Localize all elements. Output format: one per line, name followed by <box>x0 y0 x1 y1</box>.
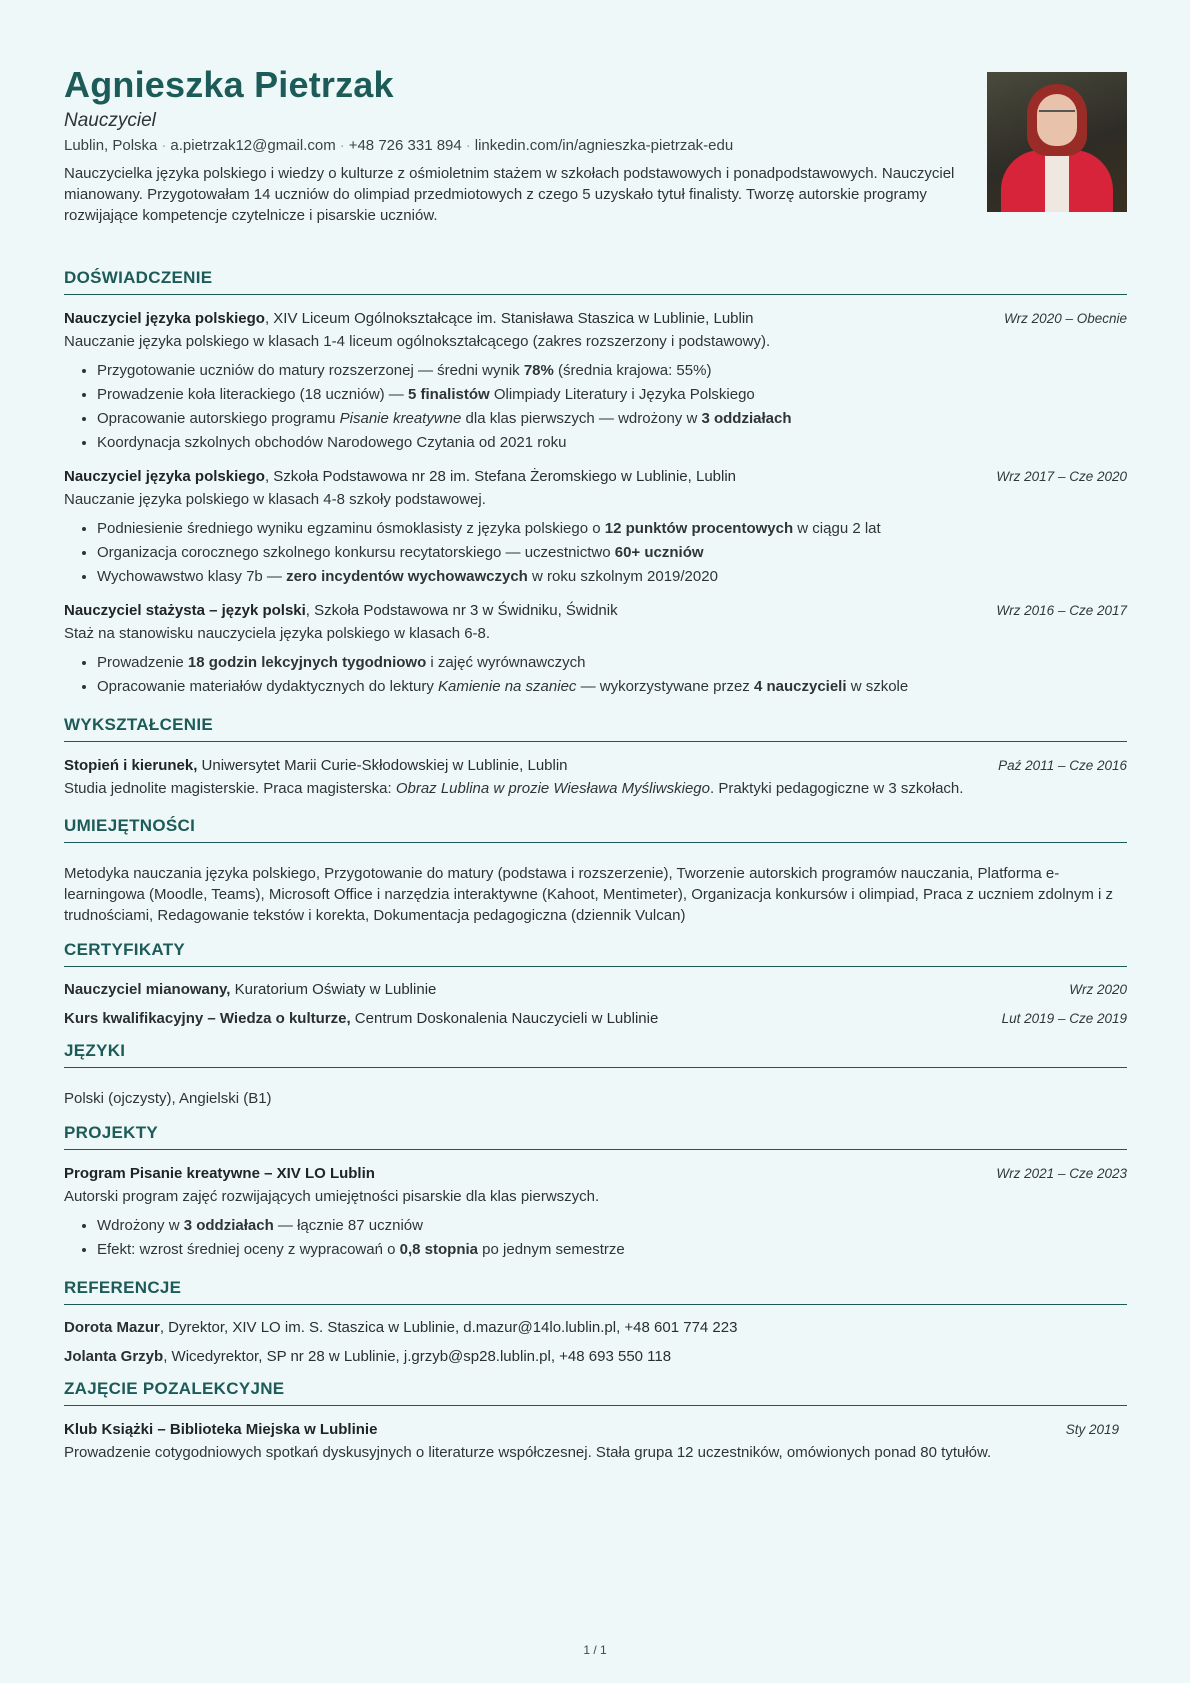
candidate-name: Agnieszka Pietrzak <box>64 64 394 105</box>
project-date: Wrz 2021 – Cze 2023 <box>996 1166 1127 1181</box>
section-title-extracurricular: ZAJĘCIE POZALEKCYJNE <box>64 1379 1127 1406</box>
project-bullets <box>64 1214 1127 1262</box>
project-description: Autorski program zajęć rozwijających umiejętności pisarskie dla klas pierwszych. <box>64 1188 600 1205</box>
job-description: Staż na stanowisku nauczyciela języka polskiego w klasach 6-8. <box>64 625 491 642</box>
job-description: Nauczanie języka polskiego w klasach 1-4 liceum ogólnokształcącego (zakres rozszerzony i podstawowy). <box>64 333 771 350</box>
certificate-date: Lut 2019 – Cze 2019 <box>1001 1011 1127 1026</box>
contact-email[interactable]: a.pietrzak12@gmail.com <box>170 137 336 154</box>
bullet-item: • Wychowawstwo klasy 7b — zero incydentów wychowawczych w roku szkolnym 2019/2020 <box>97 565 1127 589</box>
reference-name: Dorota Mazur <box>64 1319 160 1336</box>
certificate-issuer: Centrum Doskonalenia Nauczycieli w Lublinie <box>350 1010 659 1027</box>
languages-text: Polski (ojczysty), Angielski (B1) <box>64 1090 272 1107</box>
job-place: , XIV Liceum Ogólnokształcące im. Stanisława Staszica w Lublinie, Lublin <box>264 310 754 327</box>
certificate-issuer: Kuratorium Oświaty w Lublinie <box>230 981 437 998</box>
contact-separator: · <box>339 137 345 154</box>
section-title-projects: PROJEKTY <box>64 1123 1127 1150</box>
bullet-item: • Opracowanie materiałów dydaktycznych do lektury Kamienie na szaniec — wykorzystywane przez 4 nauczycieli w szkole <box>97 675 1127 699</box>
project-entry <box>64 1162 1127 1262</box>
resume-page <box>64 56 1127 1474</box>
job-entry <box>64 599 1127 699</box>
references-section <box>64 1278 1127 1371</box>
bullet-item: • Prowadzenie 18 godzin lekcyjnych tygodniowo i zajęć wyrównawczych <box>97 651 1127 675</box>
job-bullets <box>64 359 1127 455</box>
job-entry <box>64 307 1127 455</box>
resume-header <box>64 64 1127 242</box>
profile-photo <box>987 72 1127 212</box>
contact-location: Lublin, Polska <box>64 137 158 154</box>
job-date: Wrz 2016 – Cze 2017 <box>996 603 1127 618</box>
languages-section <box>64 1041 1127 1109</box>
job-place: , Szkoła Podstawowa nr 28 im. Stefana Żeromskiego w Lublinie, Lublin <box>264 468 737 485</box>
job-description: Nauczanie języka polskiego w klasach 4-8 szkoły podstawowej. <box>64 491 486 508</box>
job-date: Wrz 2017 – Cze 2020 <box>996 469 1127 484</box>
contact-phone[interactable]: +48 726 331 894 <box>348 137 462 154</box>
bullet-item: • Prowadzenie koła literackiego (18 uczniów) — 5 finalistów Olimpiady Literatury i Języka Polskiego <box>97 383 1127 407</box>
bullet-item: • Przygotowanie uczniów do matury rozszerzonej — średni wynik 78% (średnia krajowa: 55%) <box>97 359 1127 383</box>
job-position: Nauczyciel stażysta – język polski <box>64 602 306 619</box>
job-position: Nauczyciel języka polskiego <box>64 310 265 327</box>
contact-separator: · <box>161 137 167 154</box>
bullet-item: • Organizacja corocznego szkolnego konkursu recytatorskiego — uczestnictwo 60+ uczniów <box>97 541 1127 565</box>
section-title-references: REFERENCJE <box>64 1278 1127 1305</box>
extracurricular-date: Sty 2019 <box>1065 1422 1119 1437</box>
contact-linkedin[interactable]: linkedin.com/in/agnieszka-pietrzak-edu <box>474 137 734 154</box>
job-position: Nauczyciel języka polskiego <box>64 468 265 485</box>
reference-name: Jolanta Grzyb <box>64 1348 164 1365</box>
reference-item <box>64 1342 1127 1371</box>
skills-text: Metodyka nauczania języka polskiego, Przygotowanie do matury (podstawa i rozszerzenie), Tworzenie autorskich programów nauczania, Platforma e-learningowa (Moodle, Teams), Microsoft Office i narzędzia interaktywne (Kahoot, Mentimeter), Organizacja konkursów i olimpiad, Praca z uczniem zdolnym i z trudnościami, Redagowanie tekstów i korekta, Dokumentacja pedagogiczna (dziennik Vulcan) <box>64 865 1114 924</box>
contact-separator: · <box>465 137 471 154</box>
skills-section <box>64 816 1127 926</box>
extracurricular-description: Prowadzenie cotygodniowych spotkań dyskusyjnych o literaturze współczesnej. Stała grupa 12 uczestników, omówionych ponad 80 tytułów. <box>64 1444 992 1461</box>
experience-section <box>64 268 1127 699</box>
project-name: Program Pisanie kreatywne – XIV LO Lublin <box>64 1165 375 1182</box>
job-bullets <box>64 517 1127 589</box>
certificate-name: Kurs kwalifikacyjny – Wiedza o kulturze, <box>64 1010 351 1027</box>
job-place: , Szkoła Podstawowa nr 3 w Świdniku, Świdnik <box>305 602 618 619</box>
certificate-date: Wrz 2020 <box>1069 982 1127 997</box>
bullet-item: • Podniesienie średniego wyniku egzaminu ósmoklasisty z języka polskiego o 12 punktów procentowych w ciągu 2 lat <box>97 517 1127 541</box>
extracurricular-name: Klub Książki – Biblioteka Miejska w Lublinie <box>64 1421 378 1438</box>
certificate-name: Nauczyciel mianowany, <box>64 981 231 998</box>
contact-line <box>64 137 1127 154</box>
education-section <box>64 715 1127 800</box>
section-title-languages: JĘZYKI <box>64 1041 1127 1068</box>
projects-section <box>64 1123 1127 1262</box>
bullet-item: • Koordynacja szkolnych obchodów Narodowego Czytania od 2021 roku <box>97 431 1127 455</box>
education-date: Paź 2011 – Cze 2016 <box>998 758 1127 773</box>
education-description: Studia jednolite magisterskie. Praca magisterska: Obraz Lublina w prozie Wiesława Myśliwskiego. Praktyki pedagogiczne w 3 szkołach. <box>64 780 964 797</box>
reference-details: , Dyrektor, XIV LO im. S. Staszica w Lublinie, d.mazur@14lo.lublin.pl, +48 601 774 223 <box>159 1319 738 1336</box>
reference-details: , Wicedyrektor, SP nr 28 w Lublinie, j.grzyb@sp28.lublin.pl, +48 693 550 118 <box>163 1348 672 1365</box>
section-title-certificates: CERTYFIKATY <box>64 940 1127 967</box>
extracurricular-section <box>64 1379 1127 1464</box>
job-date: Wrz 2020 – Obecnie <box>1003 311 1127 326</box>
certificate-item <box>64 975 1127 1004</box>
section-title-skills: UMIEJĘTNOŚCI <box>64 816 1127 843</box>
job-bullets <box>64 651 1127 699</box>
section-title-experience: DOŚWIADCZENIE <box>64 268 1127 295</box>
job-entry <box>64 465 1127 589</box>
education-degree: Stopień i kierunek, <box>64 757 198 774</box>
certificates-section <box>64 940 1127 1033</box>
certificate-item <box>64 1004 1127 1033</box>
candidate-role: Nauczyciel <box>64 110 156 131</box>
section-title-education: WYKSZTAŁCENIE <box>64 715 1127 742</box>
reference-item <box>64 1313 1127 1342</box>
page-number: 1 / 1 <box>583 1643 607 1657</box>
bullet-item: • Wdrożony w 3 oddziałach — łącznie 87 uczniów <box>97 1214 1127 1238</box>
education-entry <box>64 754 1127 800</box>
bullet-item: • Opracowanie autorskiego programu Pisanie kreatywne dla klas pierwszych — wdrożony w 3 oddziałach <box>97 407 1127 431</box>
education-school: Uniwersytet Marii Curie-Skłodowskiej w Lublinie, Lublin <box>197 757 568 774</box>
extracurricular-entry <box>64 1418 1127 1464</box>
profile-summary: Nauczycielka języka polskiego i wiedzy o kulturze z ośmioletnim stażem w szkołach podstawowych i ponadpodstawowych. Nauczyciel mianowany. Przygotowałam 14 uczniów do olimpiad przedmiotowych z czego 5 uzyskało tytuł finalisty. Tworzę autorskie programy rozwijające kompetencje czytelnicze i pisarskie uczniów. <box>64 165 955 224</box>
bullet-item: • Efekt: wzrost średniej oceny z wypracowań o 0,8 stopnia po jednym semestrze <box>97 1238 1127 1262</box>
